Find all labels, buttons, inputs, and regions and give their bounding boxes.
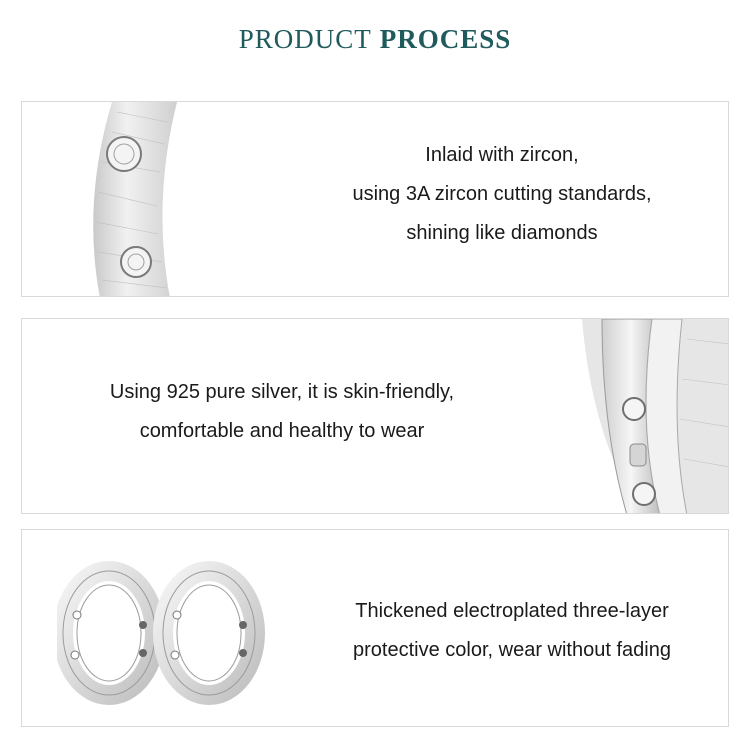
title-light: PRODUCT (238, 24, 372, 54)
text-line: protective color, wear without fading (353, 639, 671, 661)
text-line: shining like diamonds (406, 222, 598, 244)
feature-panel-silver (21, 318, 729, 514)
panel-text (307, 592, 717, 670)
hoop-earrings-pair-image (57, 545, 267, 715)
title-bold: PROCESS (379, 24, 512, 54)
feature-panel-electroplated (21, 529, 729, 727)
zircon-closeup-image (72, 102, 202, 297)
right-hoop (163, 571, 255, 695)
text-line: Thickened electroplated three-layer (355, 600, 669, 622)
panel-text (292, 136, 712, 253)
text-line: comfortable and healthy to wear (139, 420, 425, 442)
page-title (0, 24, 750, 55)
text-line: Inlaid with zircon, (425, 144, 579, 166)
silver-hinge-closeup-image (542, 319, 729, 514)
text-line: using 3A zircon cutting standards, (352, 183, 652, 205)
text-line: Using 925 pure silver, it is skin-friendly, (109, 381, 455, 403)
feature-panel-zircon (21, 101, 729, 297)
panel-text (42, 373, 522, 451)
left-hoop (63, 571, 155, 695)
